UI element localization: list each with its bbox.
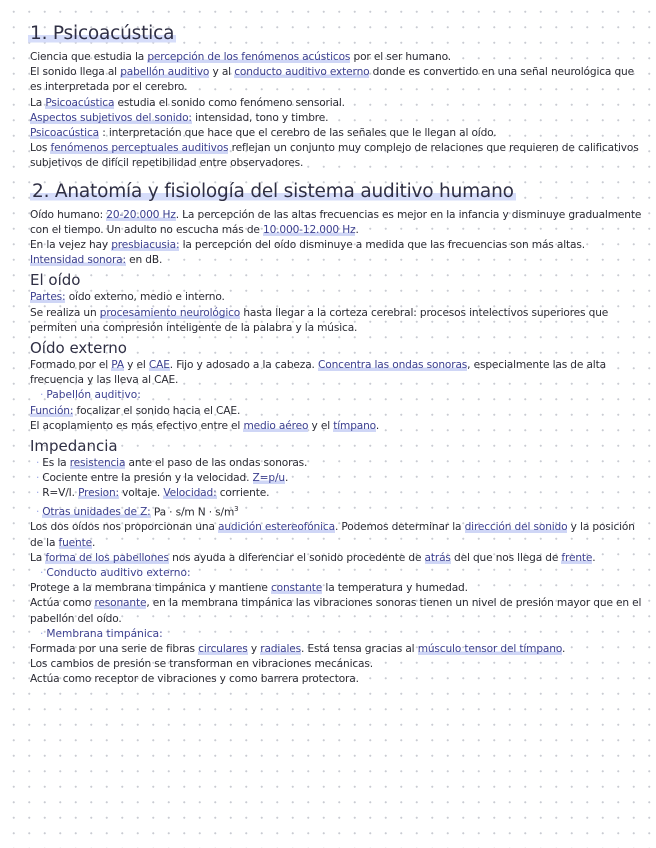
impedancia-paragraph-3: Protege a la membrana timpánica y mantiene constante la temperatura y humedad. <box>30 582 468 595</box>
membrana-subheading: · Membrana timpánica: <box>40 627 163 640</box>
externo-paragraph-3: El acoplamiento es más efectivo entre el medio aéreo y el tímpano. <box>30 419 380 432</box>
s2-paragraph-3: Intensidad sonora: en dB. <box>30 254 163 267</box>
oido-externo-title: Oído externo <box>30 339 127 358</box>
impedancia-bullet-4: · Otras unidades de Z: Pa · s/m $N \cdot s/m^3$ <box>36 504 239 519</box>
conducto-subheading: · Conducto auditivo externo: <box>40 567 191 580</box>
s1-paragraph-6: Los fenómenos perceptuales auditivos reflejan un conjunto muy complejo de relaciones que requieren de calificativos subjetivos de difícil repetibilidad entre observadores. <box>30 142 639 170</box>
impedancia-bullet-3: · R=V/I. Presion: voltaje. Velocidad: corriente. <box>36 487 270 500</box>
section-1-title: 1. Psicoacústica <box>30 23 175 44</box>
s1-paragraph-3: La Psicoacústica estudia el sonido como fenómeno sensorial. <box>30 96 345 109</box>
impedancia-paragraph-2: La forma de los pabellones nos ayuda a diferenciar el sonido procedente de atrás del que nos llega de frente. <box>30 551 596 564</box>
impedancia-bullet-2: · Cociente entre la presión y la velocidad. Z=p/u. <box>36 472 289 485</box>
s1-paragraph-4: Aspectos subjetivos del sonido: intensidad, tono y timbre. <box>30 111 329 124</box>
oido-paragraph-1: Partes: oído externo, medio e interno. <box>30 291 225 304</box>
pabellon-subheading: · Pabellón auditivo: <box>40 389 141 402</box>
impedancia-paragraph-5: Formada por una serie de fibras circulares y radiales. Está tensa gracias al músculo tensor del tímpano. <box>30 643 566 656</box>
oido-paragraph-2: Se realiza un procesamiento neurológico hasta llegar a la corteza cerebral: procesos intelectivos superiores que permiten una compresión inteligente de la palabra y la música. <box>30 306 609 334</box>
impedancia-paragraph-6: Los cambios de presión se transforman en vibraciones mecánicas. <box>30 658 373 671</box>
impedancia-paragraph-7: Actúa como receptor de vibraciones y como barrera protectora. <box>30 673 359 686</box>
oido-title: El oído <box>30 271 81 290</box>
s1-paragraph-1: Ciencia que estudia la percepción de los fenómenos acústicos por el ser humano. <box>30 51 451 63</box>
externo-paragraph-2: Función: focalizar el sonido hacia el CAE. <box>30 404 241 417</box>
externo-paragraph-1: Formado por el PA y el CAE. Fijo y adosado a la cabeza. Concentra las ondas sonoras, especialmente las de alta frecuencia y las lleva al CAE. <box>30 359 606 387</box>
s2-paragraph-2: En la vejez hay presbiacusia: la percepción del oído disminuye a medida que las frecuencias son más altas. <box>30 239 585 252</box>
impedancia-title: Impedancia <box>30 437 118 456</box>
section-2-title: 2. Anatomía y fisiología del sistema auditivo humano <box>32 180 514 202</box>
s1-paragraph-5: Psicoacústica : interpretación que hace que el cerebro de las señales que le llegan al oído. <box>30 127 497 140</box>
impedancia-paragraph-1: Los dos oídos nos proporcionan una audición estereofónica. Podemos determinar la dirección del sonido y la posición de la fuente. <box>30 521 635 549</box>
s2-paragraph-1: Oído humano: 20-20.000 Hz. La percepción de las altas frecuencias es mejor en la infancia y disminuye gradualmente con el tiempo. Un adulto no escucha más de 10.000-12.000 Hz. <box>30 208 642 236</box>
impedancia-bullet-1: · Es la resistencia ante el paso de las ondas sonoras. <box>36 457 308 470</box>
impedancia-paragraph-4: Actúa como resonante, en la membrana timpánica las vibraciones sonoras tienen un nivel de presión mayor que en el pabellón del oído. <box>30 597 642 625</box>
s1-paragraph-2: El sonido llega al pabellón auditivo y al conducto auditivo externo donde es convertido en una señal neurológica que es interpretada por el cerebro. <box>30 66 634 94</box>
